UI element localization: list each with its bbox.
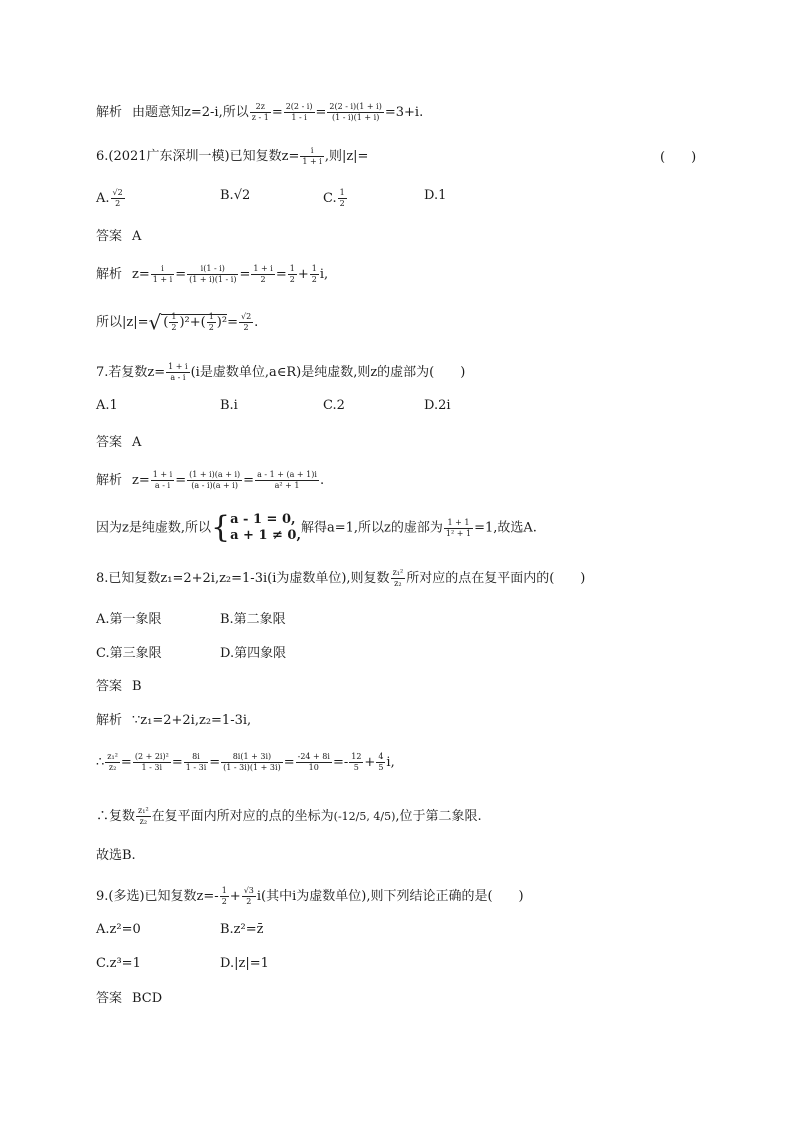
- solution-line-2: ∴ $\frac{\text{z₁²}}{\text{z₂}}$ = $\frac{\text{(2 + 2i)²}}{1 - 3i}$ = $\frac{8i}{1 - 3i}$ = $\frac{8i(1 + 3i)}{(1 - 3i)(1 + 3i)}$ = $\frac{-24 + 8i}{10}$ =- $\frac{12}{5}$ + $\frac{4}{5}$ i,: [96, 752, 395, 772]
- option-b: B.z²=z̄: [220, 922, 264, 937]
- option-a: A.z²=0: [96, 922, 141, 937]
- solution-line: 解析 z= $\frac{1 + i}{a - i}$ = $\frac{(1 + i)(a + i)}{(a - i)(a + i)}$ = $\frac{a - 1 + (a + 1)i}{\text{a² + 1}}$ .: [96, 470, 325, 490]
- option-a: A. $\frac{√2}{2}$: [96, 188, 123, 208]
- option-b: B.i: [220, 398, 238, 413]
- option-d: D.|z|=1: [220, 956, 269, 971]
- fraction: $\frac{2(2 - i)(1 + i)}{(1 - i)(1 + i)}$: [329, 102, 382, 122]
- coordinate: (-12/5, 4/5): [333, 810, 396, 823]
- fraction: $\frac{i}{1 + i}$: [302, 146, 322, 166]
- prev-solution: 解析 由题意知z=2-i,所以 $\frac{2z}{z - 1}$ = $\frac{2(2 - i)}{1 - i}$ = $\frac{2(2 - i)(1 + i)}{(1 - i)(1 + i)}$ =3+i.: [96, 102, 424, 122]
- answer-line: 答案 B: [96, 678, 142, 694]
- option-c: C.2: [323, 398, 345, 413]
- fraction: $\frac{2(2 - i)}{1 - i}$: [285, 102, 313, 122]
- solution-line: 解析 ∵z₁=2+2i,z₂=1-3i,: [96, 712, 252, 728]
- question-9-stem: 9.(多选)已知复数z=- $\frac{1}{2}$ + $\frac{√3}{2}$ i(其中i为虚数单位),则下列结论正确的是( ): [96, 886, 524, 906]
- option-c: C. $\frac{1}{2}$: [323, 188, 345, 208]
- option-c: C.z³=1: [96, 956, 141, 971]
- question-8-stem: 8.已知复数z₁=2+2i,z₂=1-3i(i为虚数单位),则复数 $\frac{\text{z₁²}}{\text{z₂}}$ 所对应的点在复平面内的( ): [96, 568, 586, 588]
- answer-line: 答案 BCD: [96, 990, 163, 1006]
- answer-paren: ( ): [660, 150, 697, 165]
- option-b: B.√2: [220, 188, 251, 203]
- question-6-stem: 6.(2021广东深圳一模)已知复数z= $\frac{i}{1 + i}$ ,则|z|=: [96, 146, 369, 166]
- answer-line: 答案 A: [96, 228, 142, 244]
- option-d: D.2i: [424, 398, 451, 413]
- answer-line: 答案 A: [96, 434, 142, 450]
- option-d: D.第四象限: [220, 646, 287, 661]
- solution-line-4: 故选B.: [96, 848, 136, 863]
- option-a: A.1: [96, 398, 118, 413]
- option-a: A.第一象限: [96, 612, 162, 627]
- question-7-stem: 7.若复数z= $\frac{1 + i}{a - i}$ (i是虚数单位,a∈R)是纯虚数,则z的虚部为( ): [96, 362, 466, 382]
- solution-line-2: 因为z是纯虚数,所以{a - 1 = 0, a + 1 ≠ 0,解得a=1,所以z的虚部为 $\frac{1 + 1}{\text{1² + 1}}$ =1,故选A.: [96, 510, 537, 545]
- solution-line: 解析 z= $\frac{i}{1 + i}$ = $\frac{i(1 - i)}{(1 + i)(1 - i)}$ = $\frac{1 + i}{2}$ = $\frac{1}{2}$ + $\frac{1}{2}$ i,: [96, 264, 329, 284]
- option-d: D.1: [424, 188, 447, 203]
- fraction: $\frac{2z}{z - 1}$: [251, 102, 269, 122]
- solution-line-2: 所以|z|=√ ( $\frac{1}{2}$ )²+( $\frac{1}{2}$ )²= $\frac{√2}{2}$ .: [96, 310, 259, 335]
- option-c: C.第三象限: [96, 646, 162, 661]
- solution-line-3: ∴复数 $\frac{\text{z₁²}}{\text{z₂}}$ 在复平面内所对应的点的坐标为(-12/5, 4/5),位于第二象限.: [96, 806, 482, 826]
- option-b: B.第二象限: [220, 612, 286, 627]
- solution-label: 解析: [96, 104, 123, 119]
